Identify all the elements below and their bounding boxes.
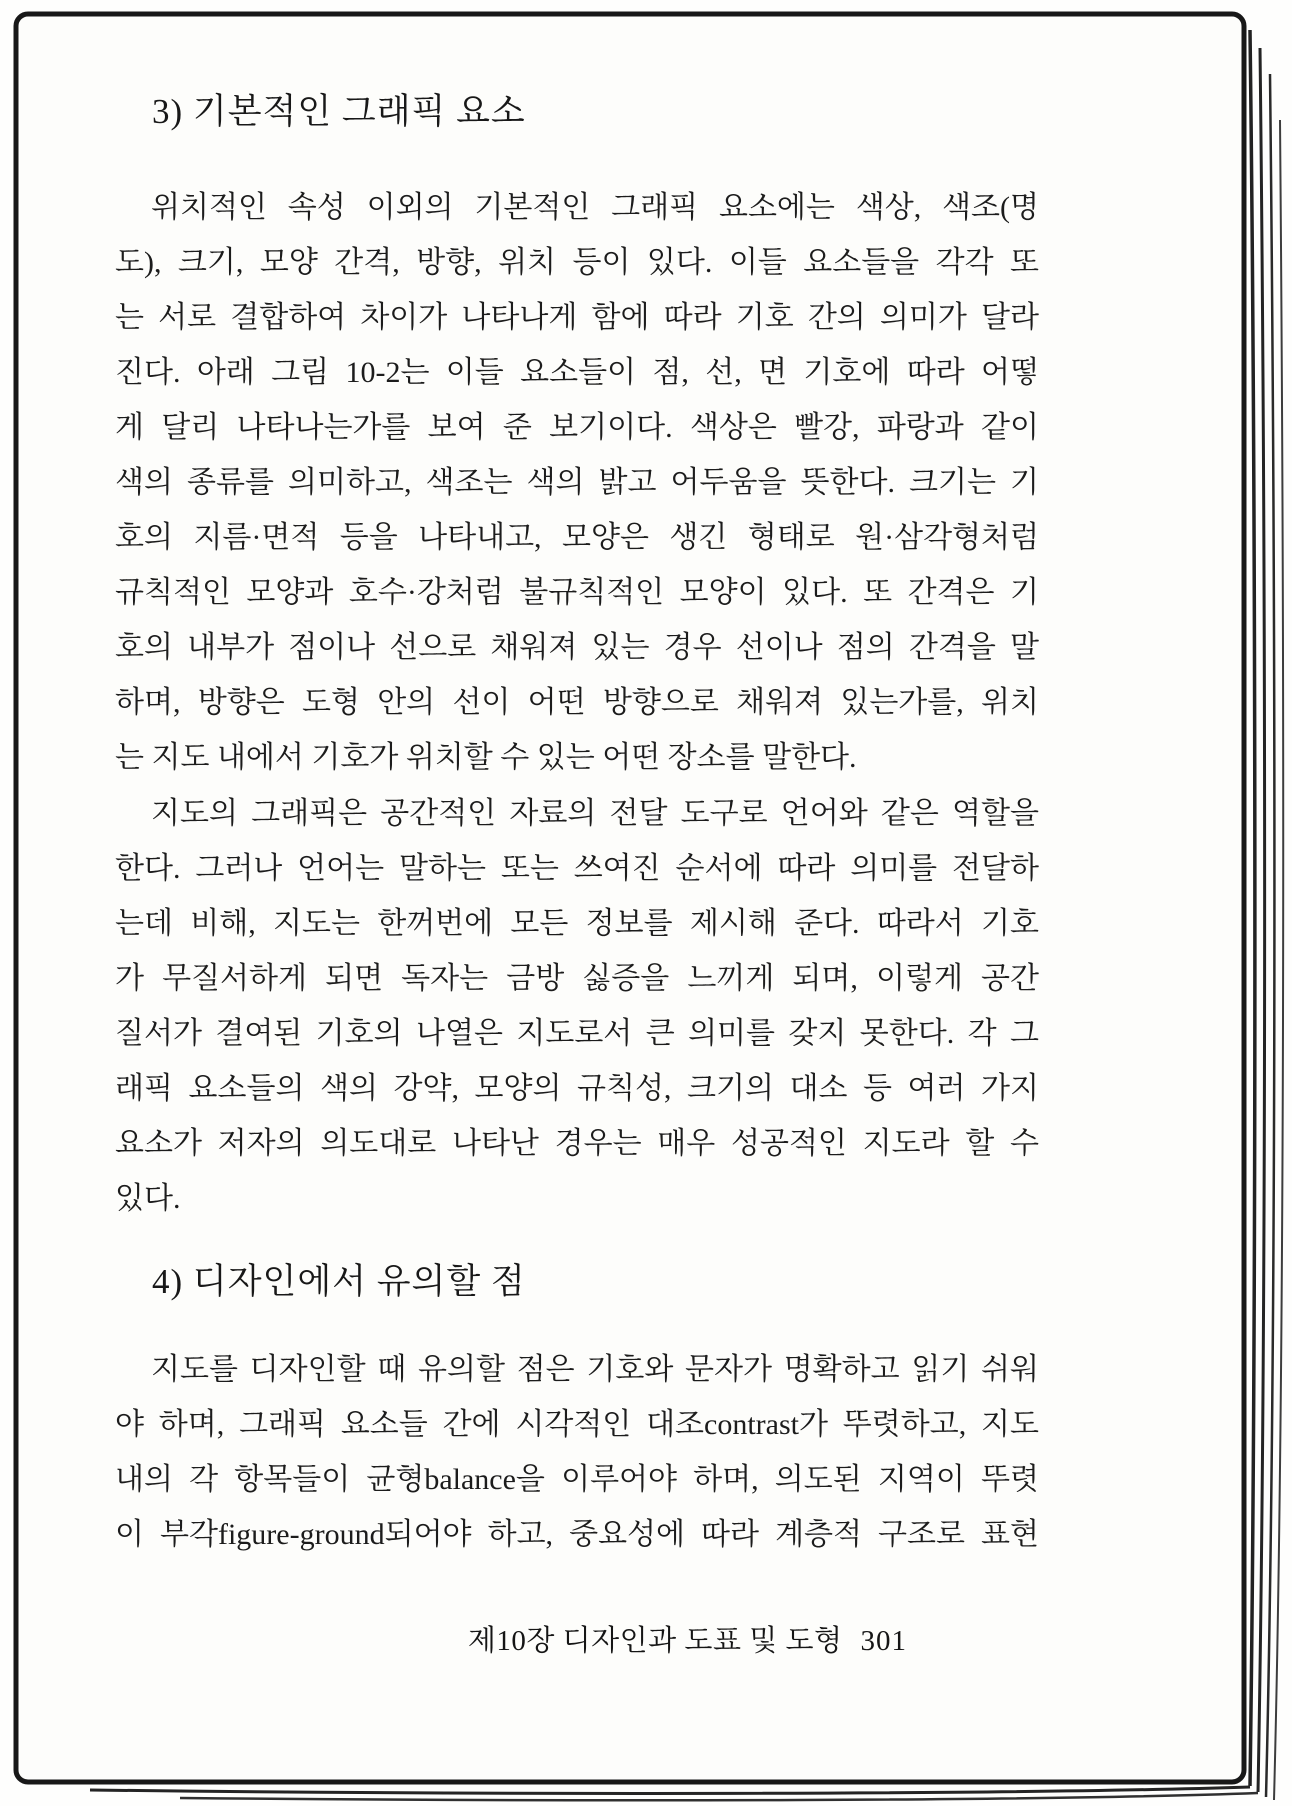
text-line: 규칙적인 모양과 호수·강처럼 불규칙적인 모양이 있다. 또 간격은 기: [115, 576, 1039, 609]
text-line: 진다. 아래 그림 10-2는 이들 요소들이 점, 선, 면 기호에 따라 어떻: [115, 356, 1039, 389]
text-line: 도), 크기, 모양 간격, 방향, 위치 등이 있다. 이들 요소들을 각각 또: [115, 246, 1039, 279]
text-line: 호의 지름·면적 등을 나타내고, 모양은 생긴 형태로 원·삼각형처럼: [115, 521, 1039, 554]
book-page-edge-line: [1250, 30, 1255, 1786]
text-line: 하며, 방향은 도형 안의 선이 어떤 방향으로 채워져 있는가를, 위치: [115, 686, 1039, 719]
book-bottom-edge-line: [90, 1787, 1250, 1793]
text-line: 는데 비해, 지도는 한꺼번에 모든 정보를 제시해 준다. 따라서 기호: [115, 907, 1039, 940]
book-page-edge-line: [1258, 48, 1265, 1792]
text-line: 야 하며, 그래픽 요소들 간에 시각적인 대조contrast가 뚜렷하고, 지도: [115, 1408, 1039, 1441]
paragraph-graphic-elements: [115, 180, 1039, 785]
text-line: 색의 종류를 의미하고, 색조는 색의 밝고 어두움을 뜻한다. 크기는 기: [115, 466, 1039, 499]
text-line: 지도를 디자인할 때 유의할 점은 기호와 문자가 명확하고 읽기 쉬워: [151, 1353, 1039, 1386]
text-line: 래픽 요소들의 색의 강약, 모양의 규칙성, 크기의 대소 등 여러 가지: [115, 1072, 1039, 1105]
section-heading-design-considerations: 4) 디자인에서 유의할 점: [152, 1262, 526, 1301]
text-line: 이 부각figure-ground되어야 하고, 중요성에 따라 계층적 구조로 표현: [115, 1518, 1039, 1551]
text-line: 있다.: [115, 1182, 181, 1215]
section-heading-graphic-elements: 3) 기본적인 그래픽 요소: [152, 92, 526, 131]
text-line: 한다. 그러나 언어는 말하는 또는 쓰여진 순서에 따라 의미를 전달하: [115, 852, 1039, 885]
text-line: 질서가 결여된 기호의 나열은 지도로서 큰 의미를 갖지 못한다. 각 그: [115, 1017, 1039, 1050]
text-line: 호의 내부가 점이나 선으로 채워져 있는 경우 선이나 점의 간격을 말: [115, 631, 1039, 664]
text-line: 는 서로 결합하여 차이가 나타나게 함에 따라 기호 간의 의미가 달라: [115, 301, 1039, 334]
text-line: 지도의 그래픽은 공간적인 자료의 전달 도구로 언어와 같은 역할을: [151, 797, 1039, 830]
text-line: 요소가 저자의 의도대로 나타난 경우는 매우 성공적인 지도라 할 수: [115, 1127, 1039, 1160]
text-line: 위치적인 속성 이외의 기본적인 그래픽 요소에는 색상, 색조(명: [151, 191, 1039, 224]
book-page-edge-line: [1266, 74, 1274, 1797]
paragraph-design-considerations: [115, 1342, 1039, 1562]
footer-page-number: 301: [860, 1625, 907, 1657]
page-footer: [115, 1618, 907, 1659]
text-line: 내의 각 항목들이 균형balance을 이루어야 하며, 의도된 지역이 뚜렷: [115, 1463, 1039, 1496]
footer-chapter-title: 제10장 디자인과 도표 및 도형: [467, 1625, 843, 1657]
paragraph-map-graphics-role: [115, 786, 1039, 1226]
text-line: 는 지도 내에서 기호가 위치할 수 있는 어떤 장소를 말한다.: [115, 741, 857, 774]
text-line: 게 달리 나타나는가를 보여 준 보기이다. 색상은 빨강, 파랑과 같이: [115, 411, 1039, 444]
text-line: 가 무질서하게 되면 독자는 금방 싫증을 느끼게 되며, 이렇게 공간: [115, 962, 1039, 995]
